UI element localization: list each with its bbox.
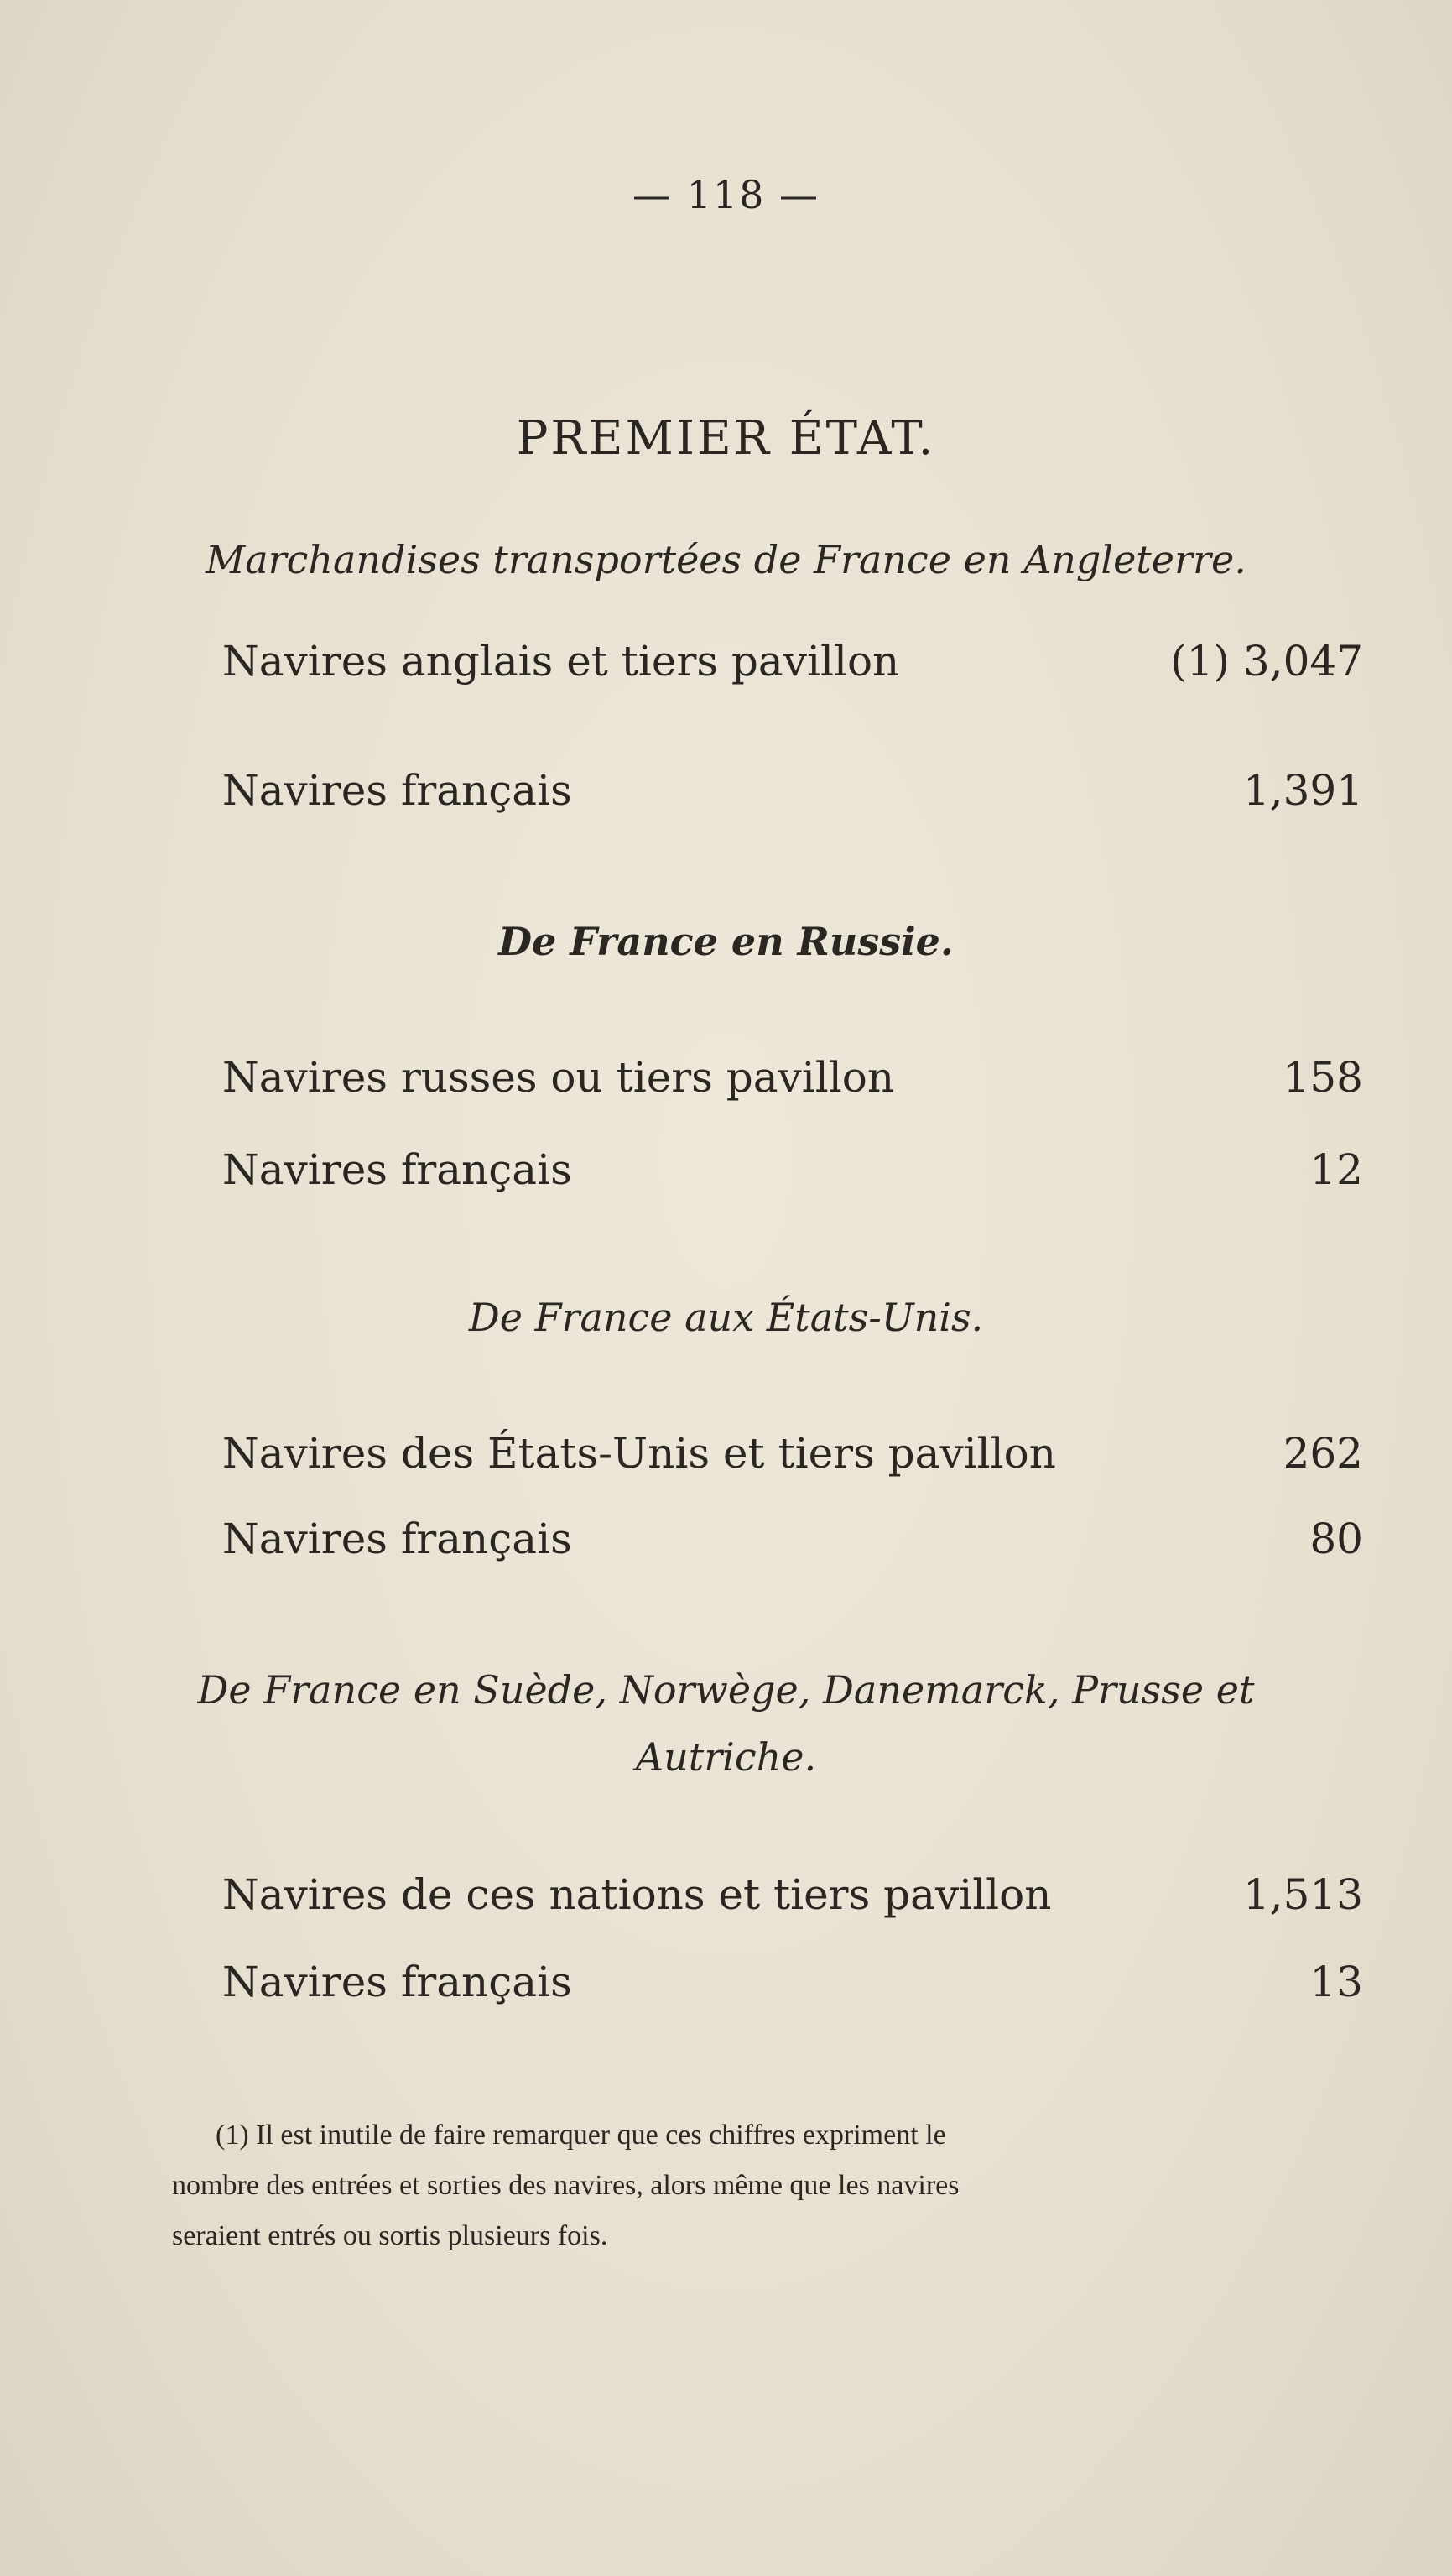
table-row xyxy=(222,1864,1363,1925)
table-row xyxy=(222,1047,1363,1108)
table-row xyxy=(222,1509,1363,1569)
row-value: (1) 3,047 xyxy=(1170,637,1363,686)
section-heading-russie: De France en Russie. xyxy=(498,919,954,964)
row-value: 262 xyxy=(1283,1429,1363,1478)
row-value: 12 xyxy=(1309,1145,1363,1194)
footnote-line: nombre des entrées et sorties des navires, alors même que les navires xyxy=(172,2170,960,2201)
row-label: Navires français xyxy=(222,766,572,815)
section-subtitle-angleterre: Marchandises transportées de France en Angleterre. xyxy=(206,537,1246,582)
section-heading-suede-line1: De France en Suède, Norwège, Danemarck, Prusse et xyxy=(197,1667,1255,1713)
row-value: 1,391 xyxy=(1242,766,1363,815)
page-number: — 118 — xyxy=(632,172,820,217)
table-row xyxy=(222,1423,1363,1484)
table-row xyxy=(222,760,1363,821)
table-row xyxy=(222,1952,1363,2012)
table-row xyxy=(222,1139,1363,1200)
row-label: Navires français xyxy=(222,1515,572,1563)
footnote-line: seraient entrés ou sortis plusieurs fois. xyxy=(172,2220,608,2251)
row-label: Navires français xyxy=(222,1958,572,2006)
row-value: 80 xyxy=(1309,1515,1363,1563)
row-label: Navires français xyxy=(222,1145,572,1194)
row-label: Navires russes ou tiers pavillon xyxy=(222,1053,895,1102)
footnote xyxy=(172,2110,1371,2261)
row-label: Navires de ces nations et tiers pavillon xyxy=(222,1870,1052,1919)
row-label: Navires anglais et tiers pavillon xyxy=(222,637,900,686)
page-title: PREMIER ÉTAT. xyxy=(516,411,936,466)
row-value: 13 xyxy=(1309,1958,1363,2006)
row-label: Navires des États-Unis et tiers pavillon xyxy=(222,1429,1056,1478)
row-value: 1,513 xyxy=(1242,1870,1363,1919)
section-heading-suede-line2: Autriche. xyxy=(635,1734,817,1780)
row-value: 158 xyxy=(1283,1053,1363,1102)
table-row xyxy=(222,631,1363,691)
section-heading-etats-unis: De France aux États-Unis. xyxy=(468,1295,984,1340)
footnote-line: (1) Il est inutile de faire remarquer que ces chiffres expriment le xyxy=(216,2120,946,2151)
